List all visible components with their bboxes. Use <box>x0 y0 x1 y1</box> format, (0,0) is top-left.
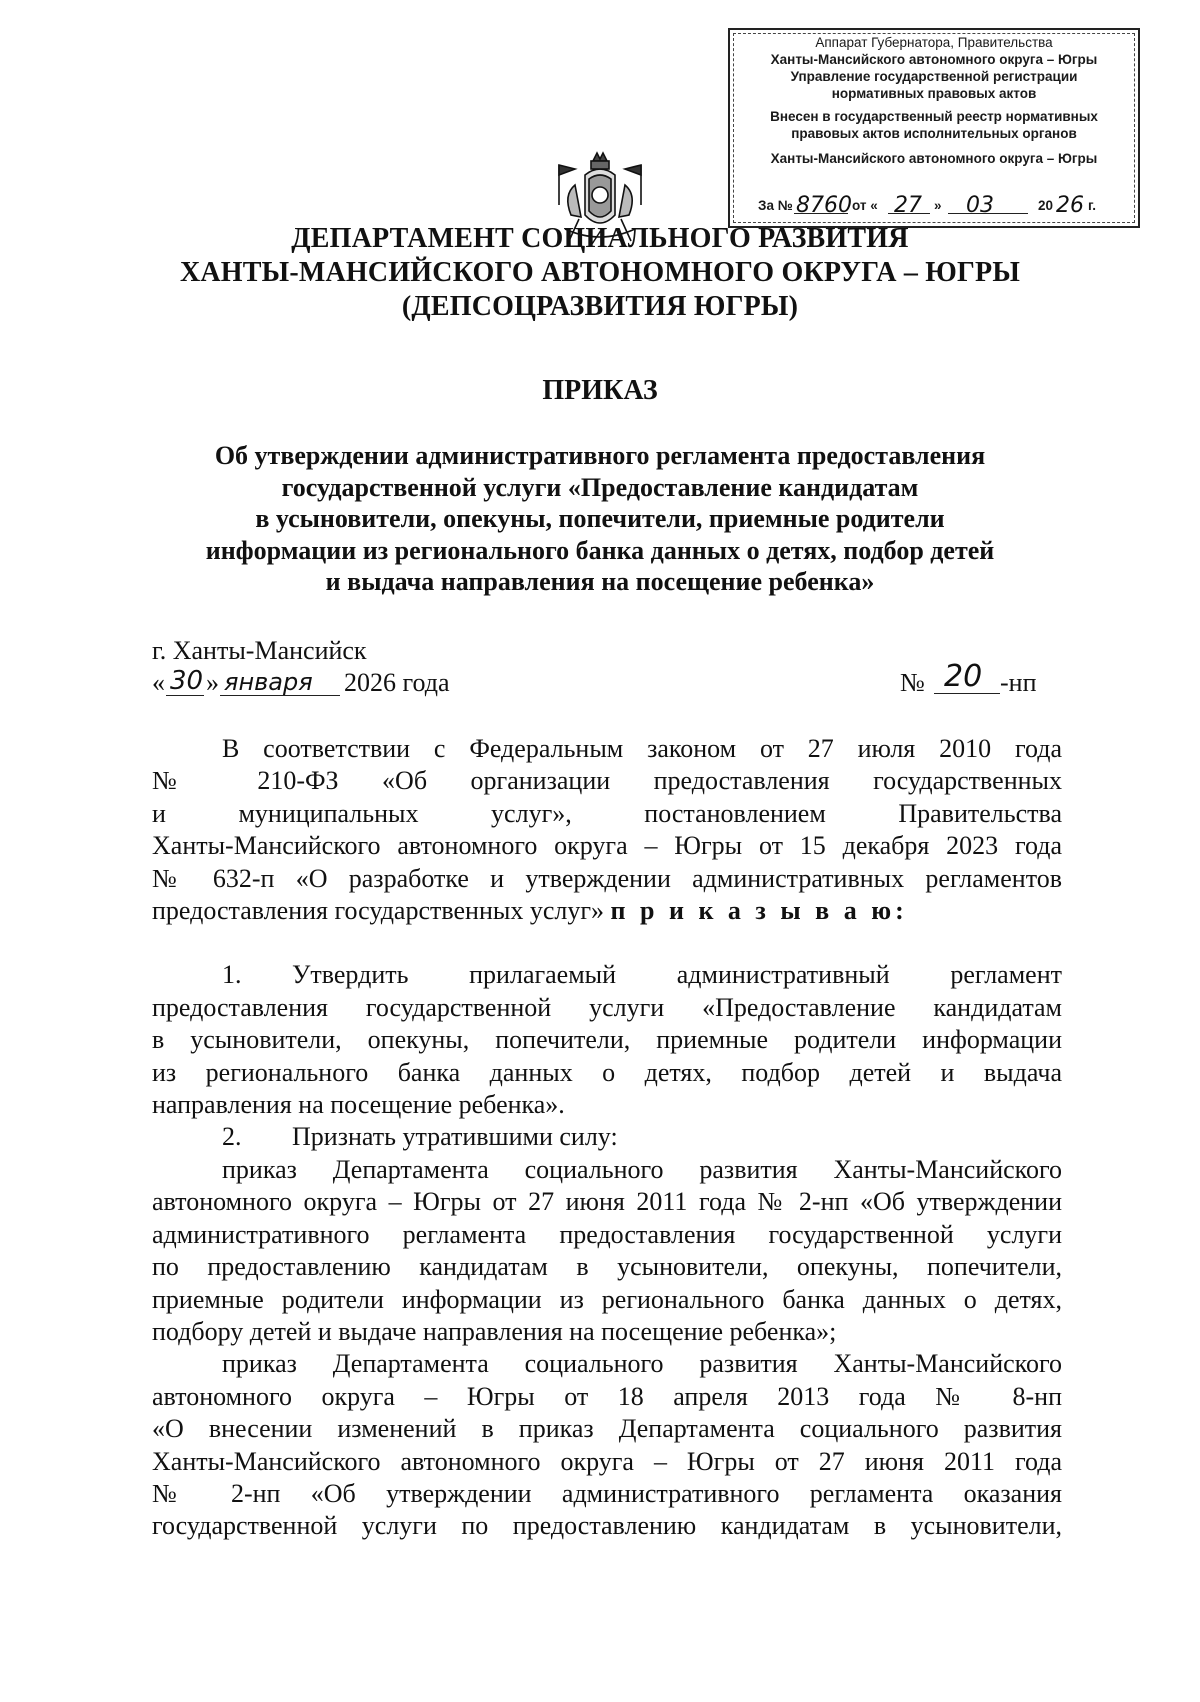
repealed-order-2 <box>152 1348 1062 1542</box>
stamp-ot: от « <box>852 198 878 213</box>
text-line: приемные родители информации из регионального банка данных о детях, <box>152 1284 1062 1314</box>
number-sign: № <box>900 668 925 697</box>
stamp-month: 03 <box>966 193 994 218</box>
text-line: В соответствии с Федеральным законом от 27 июля 2010 года <box>222 734 1062 763</box>
number-value: 20 <box>944 659 983 694</box>
text-line: приказ Департамента социального развития Ханты-Мансийского <box>222 1154 1062 1184</box>
stamp-line: Аппарат Губернатора, Правительства <box>815 35 1053 50</box>
text-line: в усыновители, опекуны, попечители, приемные родители информации <box>152 1025 1062 1055</box>
registration-stamp <box>728 28 1140 228</box>
subject-line: государственной услуги «Предоставление кандидатам <box>281 472 919 502</box>
text-line <box>152 895 1062 927</box>
stamp-close-quote: » <box>934 198 942 213</box>
stamp-za-no: За № <box>758 198 793 213</box>
paragraph-gap <box>152 927 1062 959</box>
item-number: 2. <box>222 1122 242 1152</box>
text-line: и муниципальных услуг», постановлением Правительства <box>152 798 1062 828</box>
text-line: Ханты-Мансийского автономного округа – Югры от 15 декабря 2023 года <box>152 831 1062 861</box>
text-line: предоставления государственной услуги «Предоставление кандидатам <box>152 992 1062 1022</box>
department-header <box>0 222 1200 324</box>
stamp-line: нормативных правовых актов <box>831 86 1037 101</box>
stamp-line: Ханты-Мансийского автономного округа – Югры <box>770 151 1098 166</box>
text-line: по предоставлению кандидатам в усыновители, опекуны, попечители, <box>152 1252 1062 1282</box>
stamp-line: Ханты-Мансийского автономного округа – Югры <box>770 52 1098 67</box>
place-of-issue: г. Ханты-Мансийск <box>152 636 367 665</box>
text-line: автономного округа – Югры от 18 апреля 2013 года № 8-нп <box>152 1381 1062 1411</box>
stamp-g: г. <box>1088 198 1097 213</box>
item-number: 1. <box>222 960 242 990</box>
stamp-reg-number: 8760 <box>796 193 852 218</box>
text-line: государственной услуги по предоставлению кандидатам в усыновители, <box>152 1511 1062 1541</box>
text-line: № 2-нп «Об утверждении административного регламента оказания <box>152 1478 1062 1508</box>
document-subject <box>0 440 1200 598</box>
text-line: автономного округа – Югры от 27 июня 2011 года № 2-нп «Об утверждении <box>152 1187 1062 1217</box>
text-fragment: Признать утратившими силу: <box>292 1122 618 1152</box>
text-fragment: предоставления государственных услуг» <box>152 896 605 926</box>
item-2-paragraph <box>152 1121 1062 1153</box>
header-line: ХАНТЫ-МАНСИЙСКОГО АВТОНОМНОГО ОКРУГА – ЮГРЫ <box>179 257 1021 288</box>
header-line: ДЕПАРТАМЕНТ СОЦИАЛЬНОГО РАЗВИТИЯ <box>291 223 909 254</box>
text-line: из регионального банка данных о детях, подбор детей и выдача <box>152 1057 1062 1087</box>
stamp-year-prefix: 20 <box>1038 198 1054 213</box>
text-fragment: Утвердить прилагаемый административный регламент <box>292 960 1062 990</box>
date-year: 2026 года <box>344 668 450 697</box>
stamp-registration-row <box>738 192 1130 216</box>
order-number <box>900 659 1060 700</box>
text-line: № 210-ФЗ «Об организации предоставления государственных <box>152 766 1062 796</box>
stamp-line: правовых актов исполнительных органов <box>791 126 1077 141</box>
preamble-paragraph <box>152 733 1062 927</box>
document-body <box>152 733 1062 1543</box>
subject-line: в усыновители, опекуны, попечители, приемные родители <box>255 504 945 533</box>
text-line <box>152 1121 1062 1153</box>
text-line: административного регламента предоставления государственной услуги <box>152 1219 1062 1249</box>
document-type: ПРИКАЗ <box>542 375 658 406</box>
repealed-order-1 <box>152 1154 1062 1348</box>
text-line: подбору детей и выдаче направления на посещение ребенка»; <box>152 1316 837 1346</box>
subject-line: и выдача направления на посещение ребенка» <box>325 567 875 596</box>
stamp-line: Внесен в государственный реестр нормативных <box>770 109 1098 124</box>
date-open-quote: « <box>152 668 165 697</box>
date-close-quote: » <box>206 668 219 697</box>
item-1-paragraph <box>152 959 1062 1121</box>
subject-line: Об утверждении административного регламента предоставления <box>214 441 986 470</box>
header-line: (ДЕПСОЦРАЗВИТИЯ ЮГРЫ) <box>401 291 799 322</box>
stamp-year-suffix: 26 <box>1056 193 1084 218</box>
text-line <box>152 959 1062 991</box>
issue-date <box>152 668 512 700</box>
date-day: 30 <box>170 666 204 696</box>
date-month: января <box>224 668 313 696</box>
stamp-line: Управление государственной регистрации <box>790 69 1078 84</box>
order-word: п р и к а з ы в а ю: <box>610 896 908 926</box>
stamp-day: 27 <box>894 193 922 218</box>
number-suffix: -нп <box>1000 668 1037 697</box>
text-line: «О внесении изменений в приказ Департамента социального развития <box>152 1414 1062 1444</box>
text-line: № 632-п «О разработке и утверждении административных регламентов <box>152 863 1062 893</box>
text-line: Ханты-Мансийского автономного округа – Югры от 27 июня 2011 года <box>152 1446 1062 1476</box>
subject-line: информации из регионального банка данных о детях, подбор детей <box>205 535 995 565</box>
text-line: направления на посещение ребенка». <box>152 1090 565 1120</box>
text-line: приказ Департамента социального развития Ханты-Мансийского <box>222 1349 1062 1379</box>
